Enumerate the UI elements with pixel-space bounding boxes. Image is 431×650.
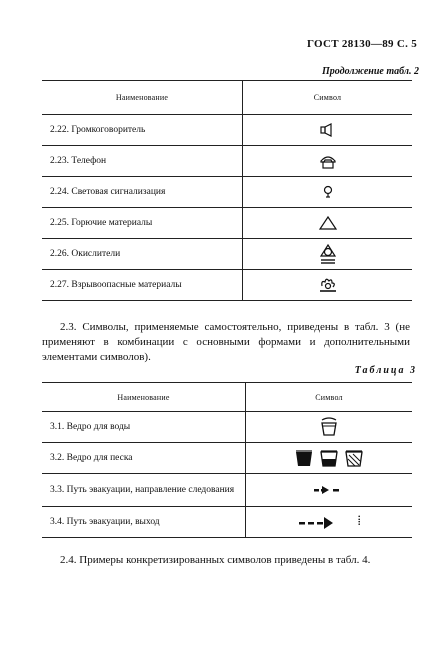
table-row: 3.4. Путь эвакуации, выход ⁞ xyxy=(42,507,412,538)
row-name: 3.1. Ведро для воды xyxy=(42,412,246,443)
column-header-symbol: Символ xyxy=(246,383,413,412)
table-header-row xyxy=(42,81,412,115)
row-name: 2.22. Громкоговоритель xyxy=(42,115,243,146)
light-signal-icon xyxy=(322,187,334,197)
paragraph-2-3: 2.3. Символы, применяемые самостоятельно, приведены в табл. 3 (не применяют в комбинации с основными формами и дополнительными элементами символов). xyxy=(42,321,410,363)
table-continuation-label: Продолжение табл. 2 xyxy=(321,66,419,77)
row-name: 3.4. Путь эвакуации, выход xyxy=(42,507,246,538)
row-name: 2.26. Окислители xyxy=(42,239,243,270)
row-name: 2.27. Взрывоопасные материалы xyxy=(42,270,243,301)
flammable-triangle-icon xyxy=(318,218,338,228)
column-header-name: Наименование xyxy=(42,81,243,115)
paragraph-2-4: 2.4. Примеры конкретизированных символов приведены в табл. 4. xyxy=(60,554,371,566)
row-name: 2.25. Горючие материалы xyxy=(42,208,243,239)
table-row xyxy=(42,474,412,507)
table-row xyxy=(42,239,412,270)
column-header-symbol: Символ xyxy=(243,81,413,115)
loudspeaker-icon xyxy=(320,125,336,135)
water-bucket-icon xyxy=(319,422,339,432)
row-name: 3.3. Путь эвакуации, направление следования xyxy=(42,474,246,507)
table-row xyxy=(42,177,412,208)
telephone-icon xyxy=(319,156,337,166)
table-header-row xyxy=(42,383,412,412)
row-name: 2.24. Световая сигнализация xyxy=(42,177,243,208)
table-row xyxy=(42,443,412,474)
evacuation-direction-icon xyxy=(312,485,346,495)
page-header: ГОСТ 28130—89 С. 5 xyxy=(306,38,417,50)
oxidizer-icon xyxy=(318,249,338,259)
table-row xyxy=(42,270,412,301)
evacuation-exit-icon xyxy=(297,518,339,528)
row-name: 3.2. Ведро для песка xyxy=(42,443,246,474)
symbols-table-2 xyxy=(42,80,412,301)
symbols-table-3 xyxy=(42,382,412,538)
column-header-name: Наименование xyxy=(42,383,246,412)
table-row xyxy=(42,412,412,443)
table-3-label: Таблица 3 xyxy=(354,365,417,376)
table-row xyxy=(42,115,412,146)
sand-bucket-icon xyxy=(294,453,364,463)
table-row xyxy=(42,208,412,239)
table-row xyxy=(42,146,412,177)
explosive-icon xyxy=(317,280,339,290)
row-name: 2.23. Телефон xyxy=(42,146,243,177)
